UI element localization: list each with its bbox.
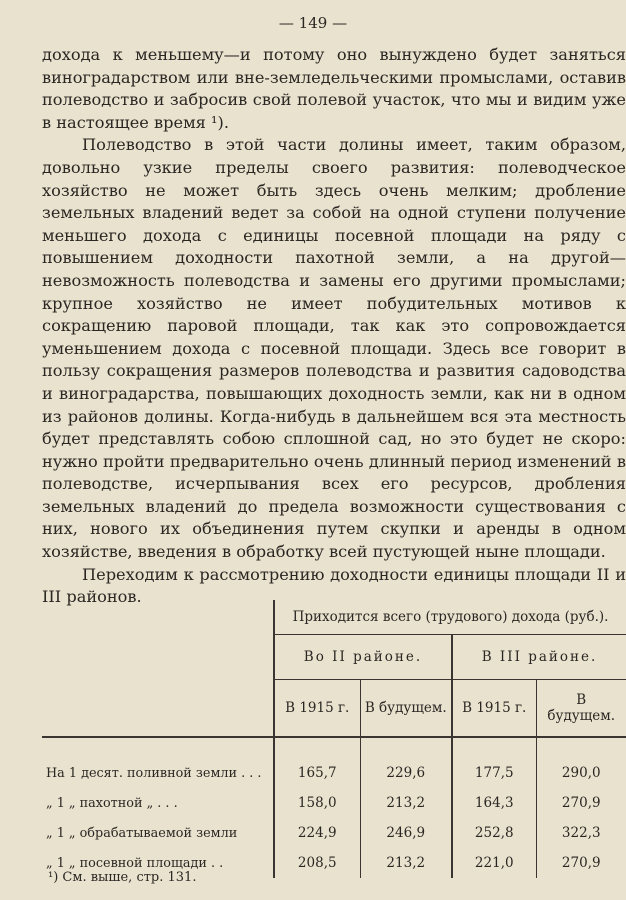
table-cell: 229,6 [360,758,452,788]
table-cell: 164,3 [452,788,536,818]
table-cell: 213,2 [360,848,452,878]
row-label: „ 1 „ пахотной „ . . . [46,795,178,811]
table-cell: 246,9 [360,818,452,848]
column-header: В будущем. [360,680,452,738]
table-cell: 252,8 [452,818,536,848]
table-corner [42,635,274,680]
table-super-header: Приходится всего (трудового) дохода (руб.). [274,600,626,635]
column-header: В 1915 г. [274,680,360,738]
table-cell: 213,2 [360,788,452,818]
table-cell: 158,0 [274,788,360,818]
table-corner [42,600,274,635]
paragraph-main: Полеводство в этой части долины имеет, таким образом, довольно узкие пределы своего развития: полеводческое хозяйство не может быть здесь очень мелким; дробление земельных владений ведет за собой на одной ступени получение меньшего дохода с единицы посевной площади на ряду с повышением доходности пахотной земли, а на другой—невозможность полеводства и замены его другими промыслами; крупное хозяйство не имеет побудительных мотивов к сокращению паровой площади, так как это сопровождается уменьшением дохода с посевной площади. Здесь все говорит в пользу сокращения размеров полеводства и развития садоводства и виноградарства, повышающих доходность земли, как ни в одном из районов долины. Когда-нибудь в дальнейшем вся эта местность будет представлять собою сплошной сад, но это будет не скоро: нужно пройти предварительно очень длинный период изменений в полеводстве, исчерпывания всех его ресурсов, дробления земельных владений до предела возможности существования с них, нового их объединения путем скупки и аренды в одном хозяйстве, введения в обработку всей пустующей ныне площади. [42,135,626,562]
table-cell: 270,9 [536,788,626,818]
row-label: „ 1 „ посевной площади . . [46,855,224,871]
table-row [42,788,626,818]
income-table [42,600,626,878]
footnote: ¹) См. выше, стр. 131. [48,870,197,885]
column-header: В будущем. [536,680,626,738]
paragraph-transition: Переходим к рассмотрению доходности единицы площади II и III районов. [42,564,626,607]
table-cell: 208,5 [274,848,360,878]
table-cell: 224,9 [274,818,360,848]
table-cell: 322,3 [536,818,626,848]
table-cell: 165,7 [274,758,360,788]
page-number: — 149 — [278,14,348,32]
table-row [42,818,626,848]
body-text [42,44,626,609]
row-label: „ 1 „ обрабатываемой земли [46,825,238,841]
row-label: На 1 десят. поливной земли . . . [46,765,262,781]
table-cell: 177,5 [452,758,536,788]
table-row [42,758,626,788]
table-cell: 270,9 [536,848,626,878]
table-cell: 290,0 [536,758,626,788]
table-cell: 221,0 [452,848,536,878]
district-header-iii: В III районе. [452,635,626,680]
column-header: В 1915 г. [452,680,536,738]
table-corner [42,680,274,738]
district-header-ii: Во II районе. [274,635,452,680]
paragraph-continuation: дохода к меньшему—и потому оно вынуждено будет заняться виноградарством или вне-земледельческими промыслами, оставив полеводство и забросив свой полевой участок, что мы и видим уже в настоящее время ¹). [42,45,626,132]
